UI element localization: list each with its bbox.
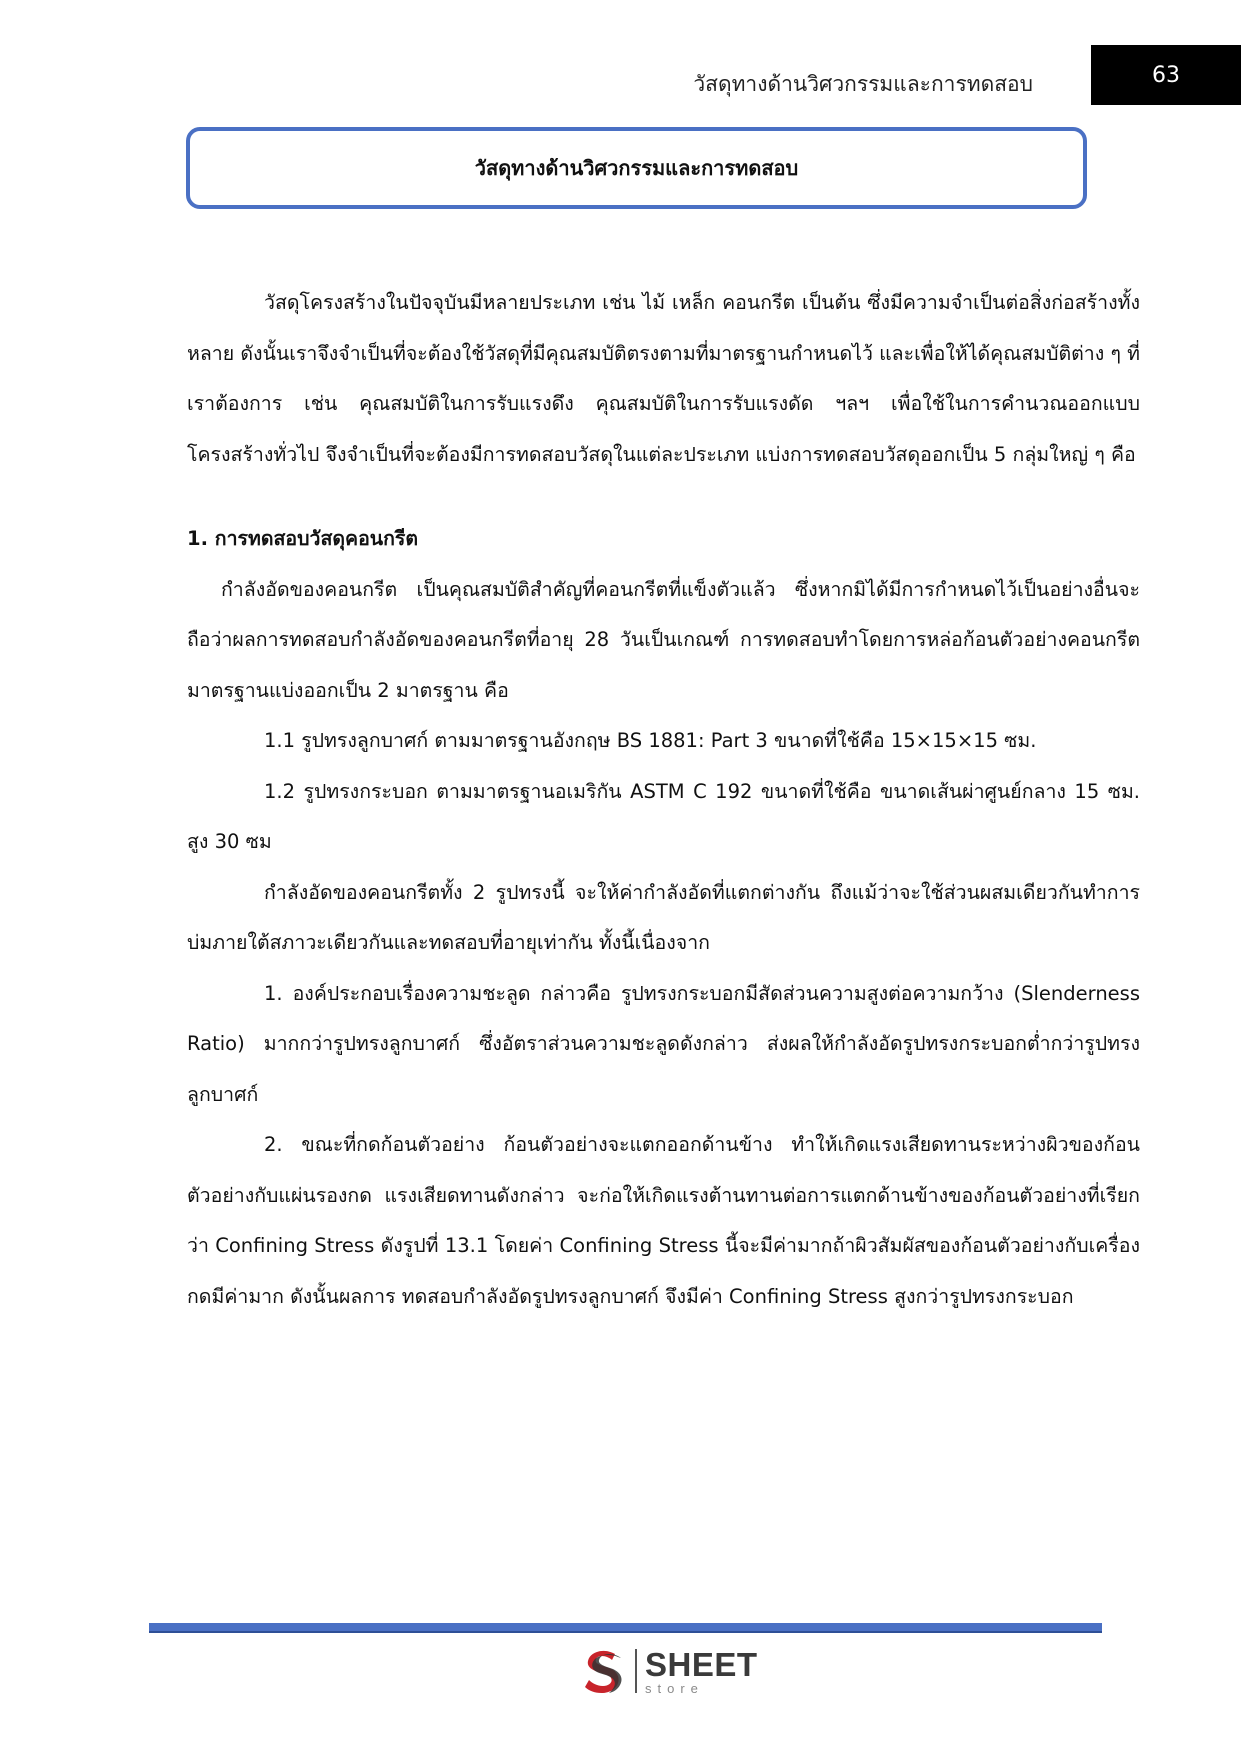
sheet-store-s-logo-icon bbox=[577, 1645, 629, 1697]
footer-logo bbox=[577, 1645, 758, 1697]
logo-word: SHEET bbox=[645, 1645, 758, 1683]
item-1-2: 1.2 รูปทรงกระบอก ตามมาตรฐานอเมริกัน ASTM C 192 ขนาดที่ใช้คือ ขนาดเส้นผ่าศูนย์กลาง 15 ซม. สูง 30 ซม bbox=[187, 779, 1140, 853]
logo-divider bbox=[635, 1649, 637, 1693]
body-text bbox=[187, 278, 1140, 1322]
reason-1-paragraph: 1. องค์ประกอบเรื่องความชะลูด กล่าวคือ รูปทรงกระบอกมีสัดส่วนความสูงต่อความกว้าง (Slenderness Ratio) มากกว่ารูปทรงลูกบาศก์ ซึ่งอัตราส่วนความชะลูดดังกล่าว ส่งผลให้กำลังอัดรูปทรงกระบอกต่ำกว่ารูปทรงลูกบาศก์ bbox=[187, 981, 1140, 1106]
page-number: 63 bbox=[1152, 62, 1180, 88]
intro-paragraph: วัสดุโครงสร้างในปัจจุบันมีหลายประเภท เช่น ไม้ เหล็ก คอนกรีต เป็นต้น ซึ่งมีความจำเป็นต่อสิ่งก่อสร้างทั้งหลาย ดังนั้นเราจึงจำเป็นที่จะต้องใช้วัสดุที่มีคุณสมบัติตรงตามที่มาตรฐานกำหนดไว้ และเพื่อให้ได้คุณสมบัติต่าง ๆ ที่เราต้องการ เช่น คุณสมบัติในการรับแรงดึง คุณสมบัติในการรับแรงดัด ฯลฯ เพื่อใช้ในการคำนวณออกแบบโครงสร้างทั่วไป จึงจำเป็นที่จะต้องมีการทดสอบวัสดุในแต่ละประเภท แบ่งการทดสอบวัสดุออกเป็น 5 กลุ่มใหญ่ ๆ คือ bbox=[187, 291, 1140, 466]
chapter-title-box bbox=[186, 127, 1087, 209]
section-heading: 1. การทดสอบวัสดุคอนกรีต bbox=[187, 527, 419, 550]
logo-wordmark bbox=[645, 1645, 758, 1696]
logo-sub: store bbox=[645, 1680, 704, 1696]
footer-rule bbox=[149, 1623, 1102, 1633]
chapter-title: วัสดุทางด้านวิศวกรรมและการทดสอบ bbox=[474, 156, 799, 180]
running-title: วัสดุทางด้านวิศวกรรมและการทดสอบ bbox=[693, 72, 1033, 96]
comparison-paragraph: กำลังอัดของคอนกรีตทั้ง 2 รูปทรงนี้ จะให้ค่ากำลังอัดที่แตกต่างกัน ถึงแม้ว่าจะใช้ส่วนผสมเดียวกันทำการบ่มภายใต้สภาวะเดียวกันและทดสอบที่อายุเท่ากัน ทั้งนี้เนื่องจาก bbox=[187, 880, 1140, 954]
section-intro-paragraph: กำลังอัดของคอนกรีต เป็นคุณสมบัติสำคัญที่คอนกรีตที่แข็งตัวแล้ว ซึ่งหากมิได้มีการกำหนดไว้เป็นอย่างอื่นจะถือว่าผลการทดสอบกำลังอัดของคอนกรีตที่อายุ 28 วันเป็นเกณฑ์ การทดสอบทำโดยการหล่อก้อนตัวอย่างคอนกรีตมาตรฐานแบ่งออกเป็น 2 มาตรฐาน คือ bbox=[187, 577, 1140, 702]
page-number-box bbox=[1091, 45, 1241, 105]
reason-2-paragraph: 2. ขณะที่กดก้อนตัวอย่าง ก้อนตัวอย่างจะแตกออกด้านข้าง ทำให้เกิดแรงเสียดทานระหว่างผิวของก้อนตัวอย่างกับแผ่นรองกด แรงเสียดทานดังกล่าว จะก่อให้เกิดแรงต้านทานต่อการแตกด้านข้างของก้อนตัวอย่างที่เรียกว่า Confining Stress ดังรูปที่ 13.1 โดยค่า Confining Stress นี้จะมีค่ามากถ้าผิวสัมผัสของก้อนตัวอย่างกับเครื่องกดมีค่ามาก ดังนั้นผลการ ทดสอบกำลังอัดรูปทรงลูกบาศก์ จึงมีค่า Confining Stress สูงกว่ารูปทรงกระบอก bbox=[187, 1133, 1140, 1308]
item-1-1: 1.1 รูปทรงลูกบาศก์ ตามมาตรฐานอังกฤษ BS 1881: Part 3 ขนาดที่ใช้คือ 15×15×15 ซม. bbox=[264, 729, 1037, 752]
